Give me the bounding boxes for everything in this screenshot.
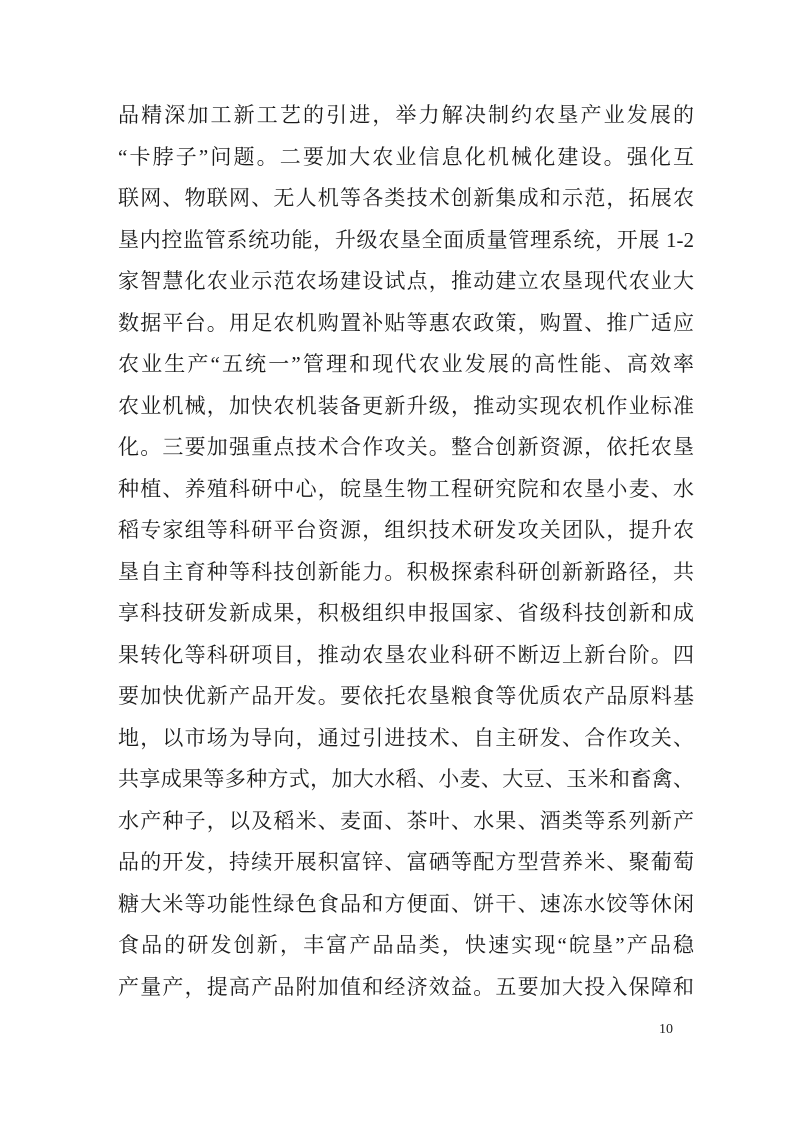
paragraph-line: 果转化等科研项目，推动农垦农业科研不断迈上新台阶。四 — [118, 642, 694, 667]
paragraph-line: 联网、物联网、无人机等各类技术创新集成和示范，拓展农 — [118, 186, 694, 210]
paragraph-line: 数据平台。用足农机购置补贴等惠农政策，购置、推广适应 — [118, 310, 694, 335]
paragraph-line: 化。三要加强重点技术合作攻关。整合创新资源，依托农垦 — [118, 435, 694, 459]
paragraph-line: 共享成果等多种方式，加大水稻、小麦、大豆、玉米和畜禽、 — [118, 767, 694, 791]
paragraph-line: 农业生产“五统一”管理和现代农业发展的高性能、高效率 — [118, 352, 694, 376]
paragraph-line: 垦自主育种等科技创新能力。积极探索科研创新新路径，共 — [118, 559, 694, 584]
paragraph-line: 家智慧化农业示范农场建设试点，推动建立农垦现代农业大 — [118, 269, 694, 293]
paragraph-line: 品的开发，持续开展积富锌、富硒等配方型营养米、聚葡萄 — [118, 850, 694, 874]
paragraph-line: 品精深加工新工艺的引进，举力解决制约农垦产业发展的 — [118, 103, 694, 127]
paragraph-line: 稻专家组等科研平台资源，组织技术研发攻关团队，提升农 — [118, 518, 694, 542]
body-text — [118, 95, 694, 1008]
paragraph-line: 农业机械，加快农机装备更新升级，推动实现农机作业标准 — [118, 393, 694, 418]
paragraph-line: 种植、养殖科研中心，皖垦生物工程研究院和农垦小麦、水 — [118, 476, 694, 501]
paragraph-line: 垦内控监管系统功能，升级农垦全面质量管理系统，开展 1-2 — [118, 227, 694, 252]
paragraph-line: 享科技研发新成果，积极组织申报国家、省级科技创新和成 — [118, 601, 694, 625]
paragraph-line: 糖大米等功能性绿色食品和方便面、饼干、速冻水饺等休闲 — [118, 891, 694, 916]
paragraph-line: 要加快优新产品开发。要依托农垦粮食等优质农产品原料基 — [118, 684, 694, 708]
paragraph-line: 产量产，提高产品附加值和经济效益。五要加大投入保障和 — [118, 974, 694, 999]
paragraph-line: 地，以市场为导向，通过引进技术、自主研发、合作攻关、 — [118, 725, 694, 750]
page-number: 10 — [659, 1022, 673, 1037]
paragraph-line: 水产种子，以及稻米、麦面、茶叶、水果、酒类等系列新产 — [118, 808, 694, 833]
paragraph-line: 食品的研发创新，丰富产品品类，快速实现“皖垦”产品稳 — [118, 933, 694, 957]
paragraph-line: “卡脖子”问题。二要加大农业信息化机械化建设。强化互 — [118, 144, 694, 169]
